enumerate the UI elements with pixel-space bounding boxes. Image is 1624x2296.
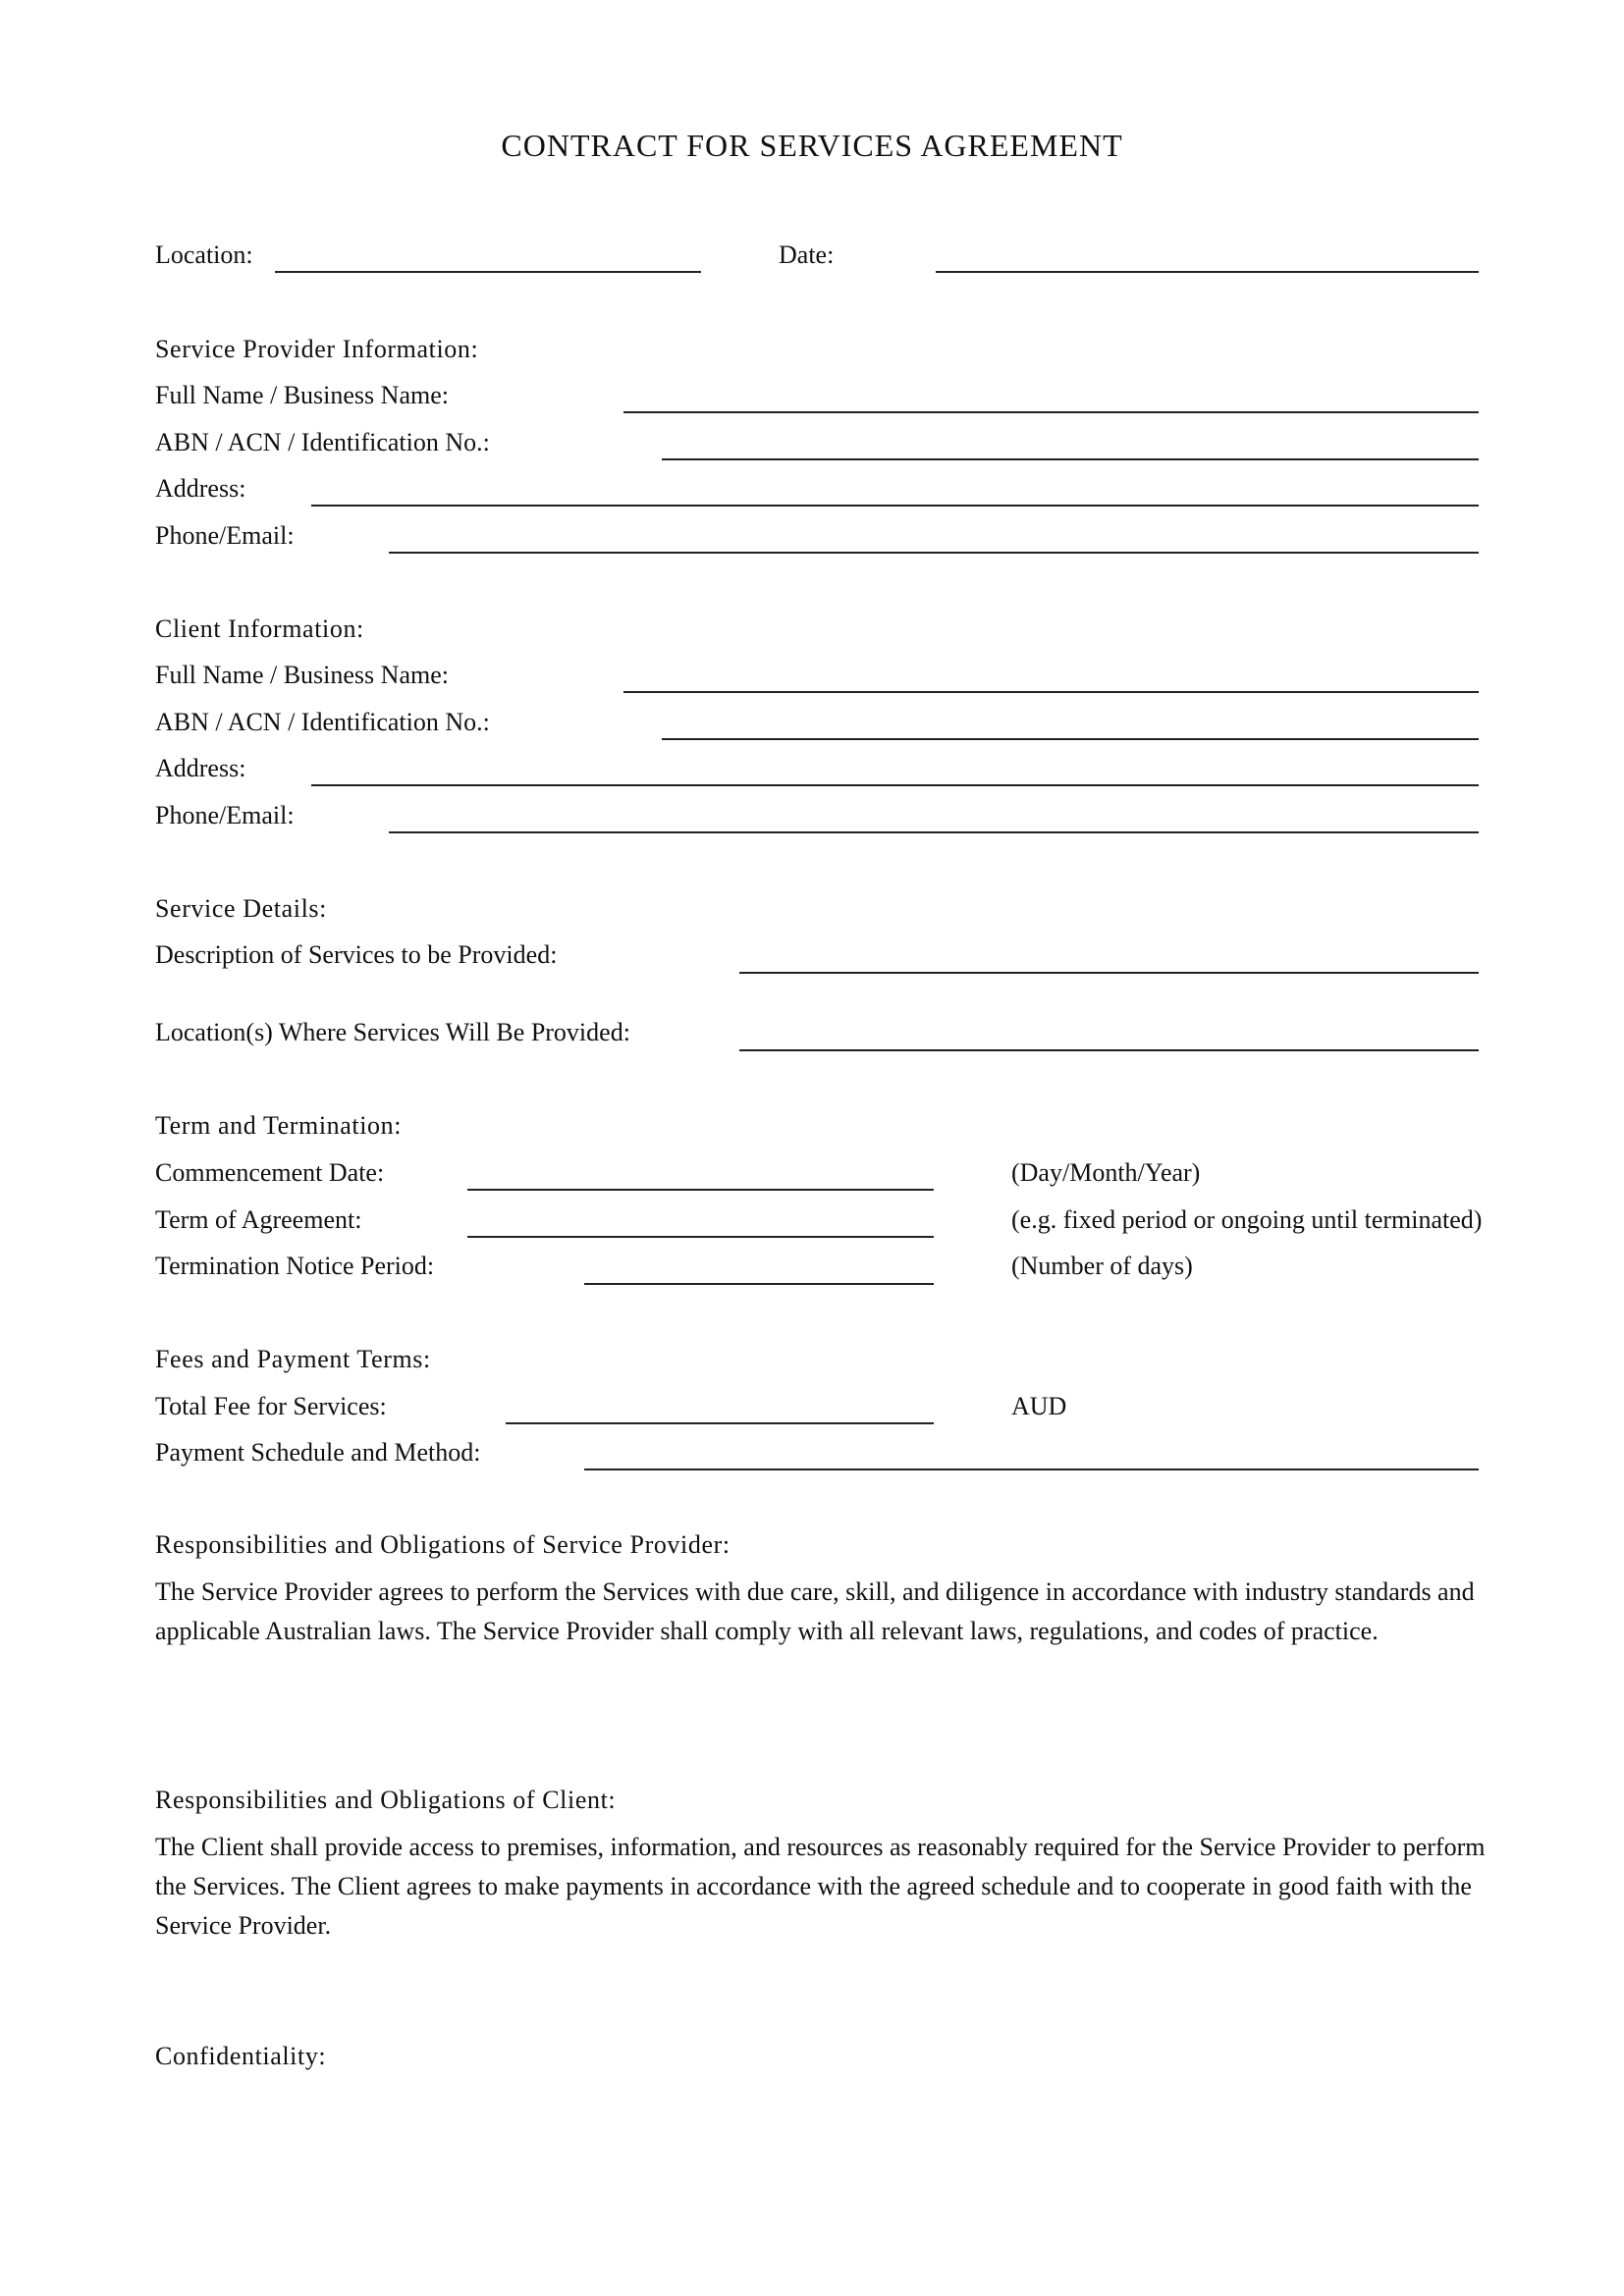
services-section-heading: Service Details: [155,894,327,923]
total-fee-label: Total Fee for Services: [155,1392,387,1420]
commencement-date-label: Commencement Date: [155,1158,385,1187]
termination-notice-hint: (Number of days) [1011,1252,1193,1280]
confidentiality-heading: Confidentiality: [155,2042,327,2070]
termination-notice-field[interactable] [584,1283,934,1285]
payment-schedule-field[interactable] [584,1468,1479,1470]
fees-section-heading: Fees and Payment Terms: [155,1345,431,1373]
client-address-field[interactable] [311,784,1479,786]
term-of-agreement-label: Term of Agreement: [155,1205,362,1234]
provider-name-label: Full Name / Business Name: [155,381,449,409]
payment-schedule-label: Payment Schedule and Method: [155,1438,481,1467]
date-label: Date: [779,240,835,269]
location-field[interactable] [275,271,701,273]
currency-label: AUD [1011,1392,1067,1420]
client-address-label: Address: [155,754,246,782]
client-section-heading: Client Information: [155,614,364,643]
provider-abn-label: ABN / ACN / Identification No.: [155,428,490,456]
provider-obligations-text: The Service Provider agrees to perform the Services with due care, skill, and diligence in accordance with industry standards and applicable Australian laws. The Service Provider shall comply with all relevant laws, regulations, and codes of practice. [155,1577,1475,1645]
term-section-heading: Term and Termination: [155,1111,403,1140]
client-name-field[interactable] [623,691,1479,693]
provider-address-label: Address: [155,474,246,503]
location-label: Location: [155,240,253,269]
provider-abn-field[interactable] [662,458,1479,460]
provider-address-field[interactable] [311,505,1479,507]
services-description-field[interactable] [739,972,1479,974]
total-fee-field[interactable] [506,1422,934,1424]
document-title: CONTRACT FOR SERVICES AGREEMENT [501,128,1123,163]
client-abn-label: ABN / ACN / Identification No.: [155,708,490,736]
date-field[interactable] [936,271,1479,273]
client-obligations-heading: Responsibilities and Obligations of Client: [155,1786,617,1814]
client-contact-field[interactable] [389,831,1479,833]
services-locations-label: Location(s) Where Services Will Be Provided: [155,1018,630,1046]
services-description-label: Description of Services to be Provided: [155,940,558,969]
termination-notice-label: Termination Notice Period: [155,1252,435,1280]
provider-contact-label: Phone/Email: [155,521,295,550]
term-of-agreement-hint: (e.g. fixed period or ongoing until terminated) [1011,1205,1483,1234]
provider-obligations-heading: Responsibilities and Obligations of Service Provider: [155,1530,731,1559]
provider-contact-field[interactable] [389,552,1479,554]
client-obligations-text: The Client shall provide access to premises, information, and resources as reasonably required for the Service Provider to perform the Services. The Client agrees to make payments in accordance with the agreed schedule and to cooperate in good faith with the Service Provider. [155,1833,1486,1940]
commencement-date-hint: (Day/Month/Year) [1011,1158,1201,1187]
provider-section-heading: Service Provider Information: [155,335,479,363]
client-name-label: Full Name / Business Name: [155,661,449,689]
provider-name-field[interactable] [623,411,1479,413]
commencement-date-field[interactable] [467,1189,934,1191]
term-of-agreement-field[interactable] [467,1236,934,1238]
client-contact-label: Phone/Email: [155,801,295,829]
client-abn-field[interactable] [662,738,1479,740]
services-locations-field[interactable] [739,1049,1479,1051]
